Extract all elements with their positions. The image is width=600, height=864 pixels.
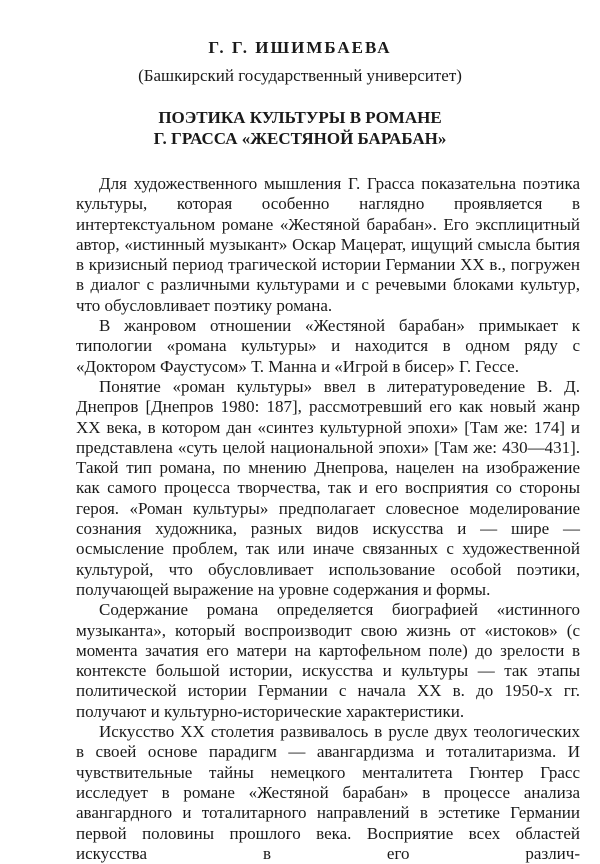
article-body	[76, 174, 580, 864]
author-name: Г. Г. ИШИМБАЕВА	[208, 38, 392, 57]
article-title-line-2: Г. ГРАССА «ЖЕСТЯНОЙ БАРАБАН»	[153, 129, 447, 148]
article-title-line-1: ПОЭТИКА КУЛЬТУРЫ В РОМАНЕ	[158, 108, 442, 127]
paragraph: Содержание романа определяется биографией «истинного музыканта», который воспроизводит свою жизнь от «истоков» (с момента зачатия его матери на картофельном поле) до зрелости в контексте большой истории, искусства и культуры — так этапы политической истории Германии с начала XX в. до 1950-х гг. получают и культурно-исторические характеристики.	[76, 600, 580, 721]
paragraph: Для художественного мышления Г. Грасса показательна поэтика культуры, которая особенно наглядно проявляется в интертекстуальном романе «Жестяной барабан». Его эксплицитный автор, «истинный музыкант» Оскар Мацерат, ищущий смысла бытия в кризисный период трагической истории Германии XX в., погружен в диалог с различными культурами и с речевыми блоками культур, что обусловливает поэтику романа.	[76, 174, 580, 315]
paragraph: В жанровом отношении «Жестяной барабан» примыкает к типологии «романа культуры» и находится в одном ряду с «Доктором Фаустусом» Т. Манна и «Игрой в бисер» Г. Гессе.	[76, 316, 580, 376]
paragraph: Искусство XX столетия развивалось в русле двух теологических в своей основе парадигм — авангардизма и тоталитаризма. И чувствительные тайны немецкого менталитета Гюнтер Грасс исследует в романе «Жестяной барабан» в процессе анализа авангардного и тоталитарного направлений в эстетике Германии первой половины прошлого века. Восприятие всех областей искусства в его различ-	[76, 722, 580, 863]
article-title	[0, 107, 600, 149]
author-affiliation: (Башкирский государственный университет)	[138, 66, 462, 85]
paragraph: Понятие «роман культуры» ввел в литературоведение В. Д. Днепров [Днепров 1980: 187], рассмотревший его как новый жанр XX века, в котором дан «синтез культурной эпохи» [Там же: 174] и представлена «суть целой национальной эпохи» [Там же: 430—431]. Такой тип романа, по мнению Днепрова, нацелен на изображение как самого процесса творчества, так и его восприятия со стороны героя. «Роман культуры» предполагает словесное моделирование сознания художника, разных видов искусства и — шире — осмысление проблем, так или иначе связанных с художественной культурой, что обусловливает использование особой поэтики, получающей выражение на уровне содержания и формы.	[76, 376, 580, 599]
